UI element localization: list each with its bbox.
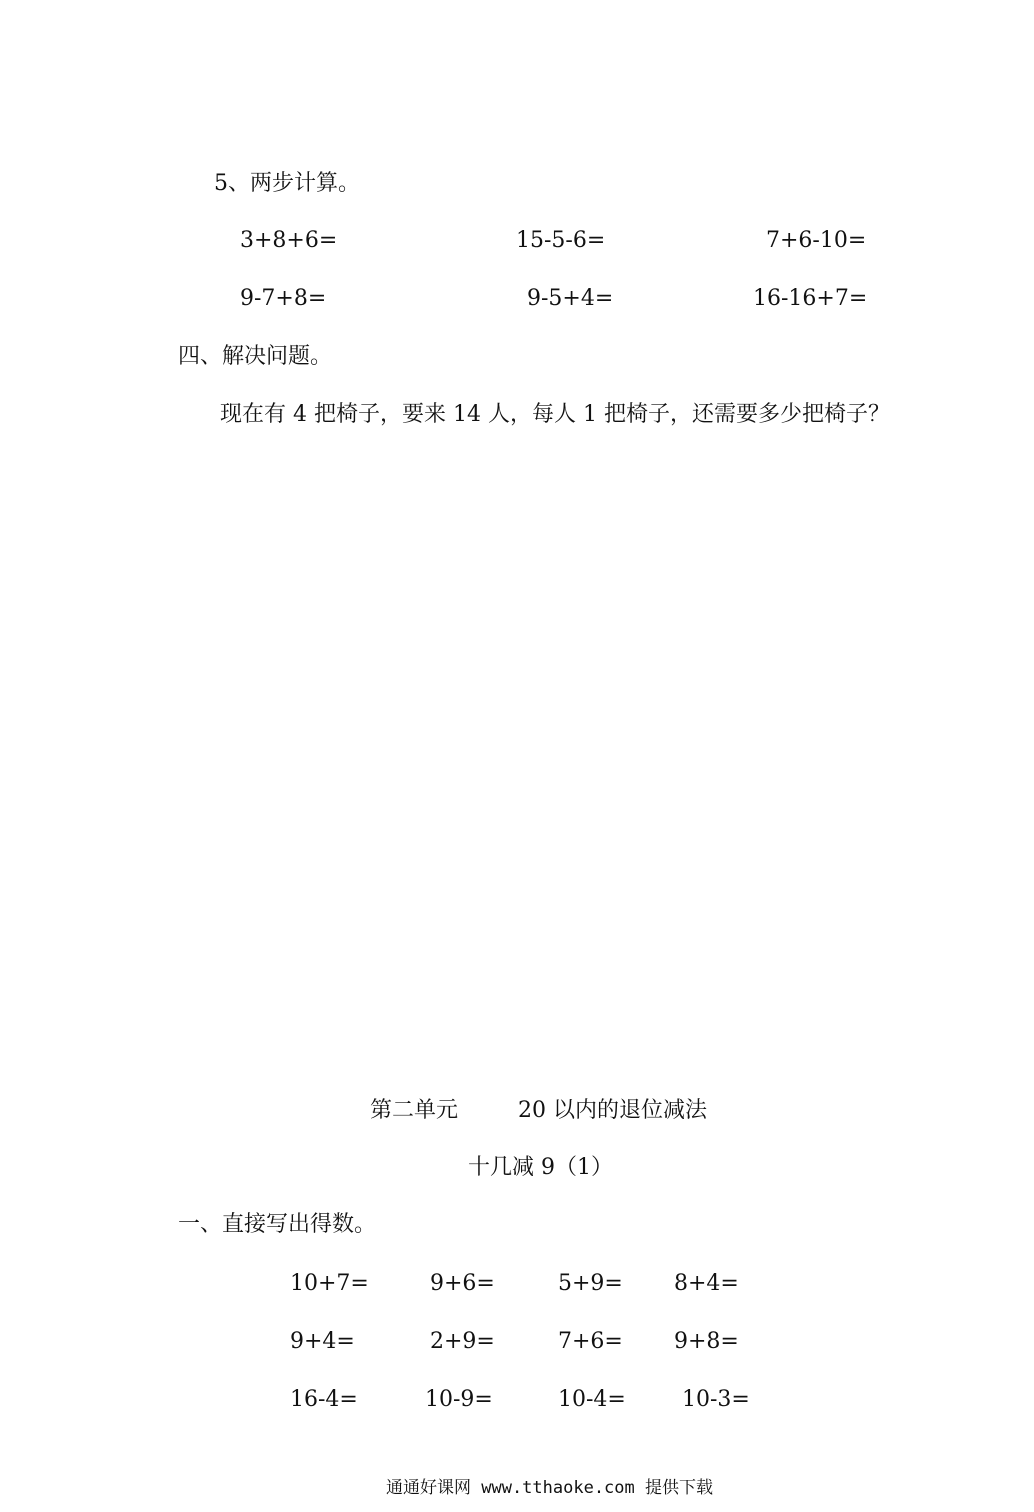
exercise-5-1-1: 3+8+6= (240, 228, 338, 253)
exercise-1-2-3: 7+6= (558, 1329, 623, 1354)
exercise-1-2-4: 9+8= (674, 1329, 739, 1354)
exercise-5-2-2: 9-5+4= (527, 286, 614, 311)
word-problem: 现在有 4 把椅子，要来 14 人，每人 1 把椅子，还需要多少把椅子？ (220, 402, 890, 427)
exercise-5-2-3: 16-16+7= (753, 286, 868, 311)
exercise-1-1-4: 8+4= (674, 1271, 739, 1296)
unit-title-left: 第二单元 (370, 1098, 459, 1123)
exercise-1-3-3: 10-4= (558, 1387, 626, 1412)
exercise-5-1-3: 7+6-10= (766, 228, 867, 253)
unit-subtitle: 十几减 9（1） (468, 1155, 613, 1180)
exercise-1-1-2: 9+6= (430, 1271, 495, 1296)
exercise-1-1-1: 10+7= (290, 1271, 369, 1296)
exercise-5-1-2: 15-5-6= (516, 228, 606, 253)
exercise-5-2-1: 9-7+8= (240, 286, 327, 311)
section-4-heading: 四、解决问题。 (178, 344, 333, 369)
exercise-1-2-2: 2+9= (430, 1329, 495, 1354)
exercise-1-3-1: 16-4= (290, 1387, 358, 1412)
footer-source: 通通好课网 www.tthaoke.com 提供下载 (386, 1478, 713, 1498)
section-1-heading: 一、直接写出得数。 (178, 1212, 377, 1237)
exercise-1-1-3: 5+9= (558, 1271, 623, 1296)
section-5-heading: 5、两步计算。 (214, 171, 360, 196)
exercise-1-3-4: 10-3= (682, 1387, 750, 1412)
exercise-1-2-1: 9+4= (290, 1329, 355, 1354)
unit-title-right: 20 以内的退位减法 (518, 1098, 707, 1123)
exercise-1-3-2: 10-9= (425, 1387, 493, 1412)
